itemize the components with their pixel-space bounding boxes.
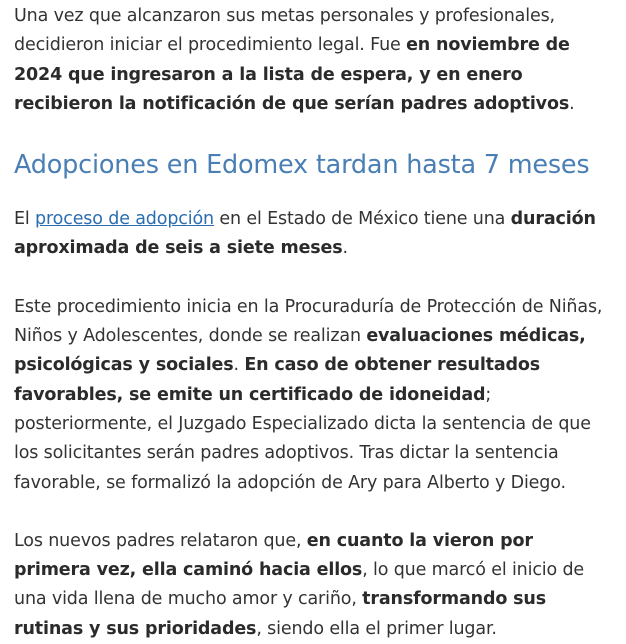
paragraph-bold-text: duración aproximada de seis a siete meses — [14, 209, 596, 259]
paragraph-legal-procedure — [14, 2, 612, 119]
paragraph-text: Los nuevos padres relataron que, — [14, 530, 307, 551]
paragraph-text: , siendo ella el primer lugar. — [256, 618, 497, 639]
paragraph-bold-text: evaluaciones médicas, psicológicas y sociales — [14, 326, 586, 376]
paragraph-parents-story — [14, 527, 612, 644]
paragraph-text: Este procedimiento inicia en la Procuraduría de Protección de Niñas, Niños y Adolescentes, donde se realizan — [14, 296, 603, 347]
paragraph-bold-text: En caso de obtener resultados favorables, se emite un certificado de idoneidad — [14, 355, 541, 405]
paragraph-text: ; posteriormente, el Juzgado Especializado dicta la sentencia de que los solicitantes serán padres adoptivos. Tras dictar la sentencia favorable, se formalizó la adopción de Ary para Alberto y Diego. — [14, 384, 591, 493]
paragraph-text: . — [569, 93, 575, 114]
paragraph-adoption-duration — [14, 205, 612, 264]
paragraph-procedure-steps — [14, 293, 612, 498]
paragraph-text: . — [342, 238, 348, 259]
paragraph-text: , lo que marcó el inicio de una vida llena de mucho amor y cariño, — [14, 560, 585, 610]
paragraph-text: Una vez que alcanzaron sus metas personales y profesionales, decidieron iniciar el procedimiento legal. Fue — [14, 6, 555, 56]
paragraph-text: El — [14, 209, 36, 230]
paragraph-bold-text: en cuanto la vieron por primera vez, ella caminó hacia ellos — [14, 530, 533, 581]
section-heading: Adopciones en Edomex tardan hasta 7 meses — [14, 150, 590, 181]
paragraph-bold-text: transformando sus rutinas y sus prioridades — [14, 589, 546, 639]
paragraph-text: en el Estado de México tiene una — [213, 209, 511, 230]
adoption-process-link[interactable]: proceso de adopción — [35, 209, 214, 230]
paragraph-bold-text: en noviembre de 2024 que ingresaron a la lista de espera, y en enero recibieron la notificación de que serían padres adoptivos — [14, 35, 570, 114]
paragraph-text: . — [233, 355, 245, 376]
